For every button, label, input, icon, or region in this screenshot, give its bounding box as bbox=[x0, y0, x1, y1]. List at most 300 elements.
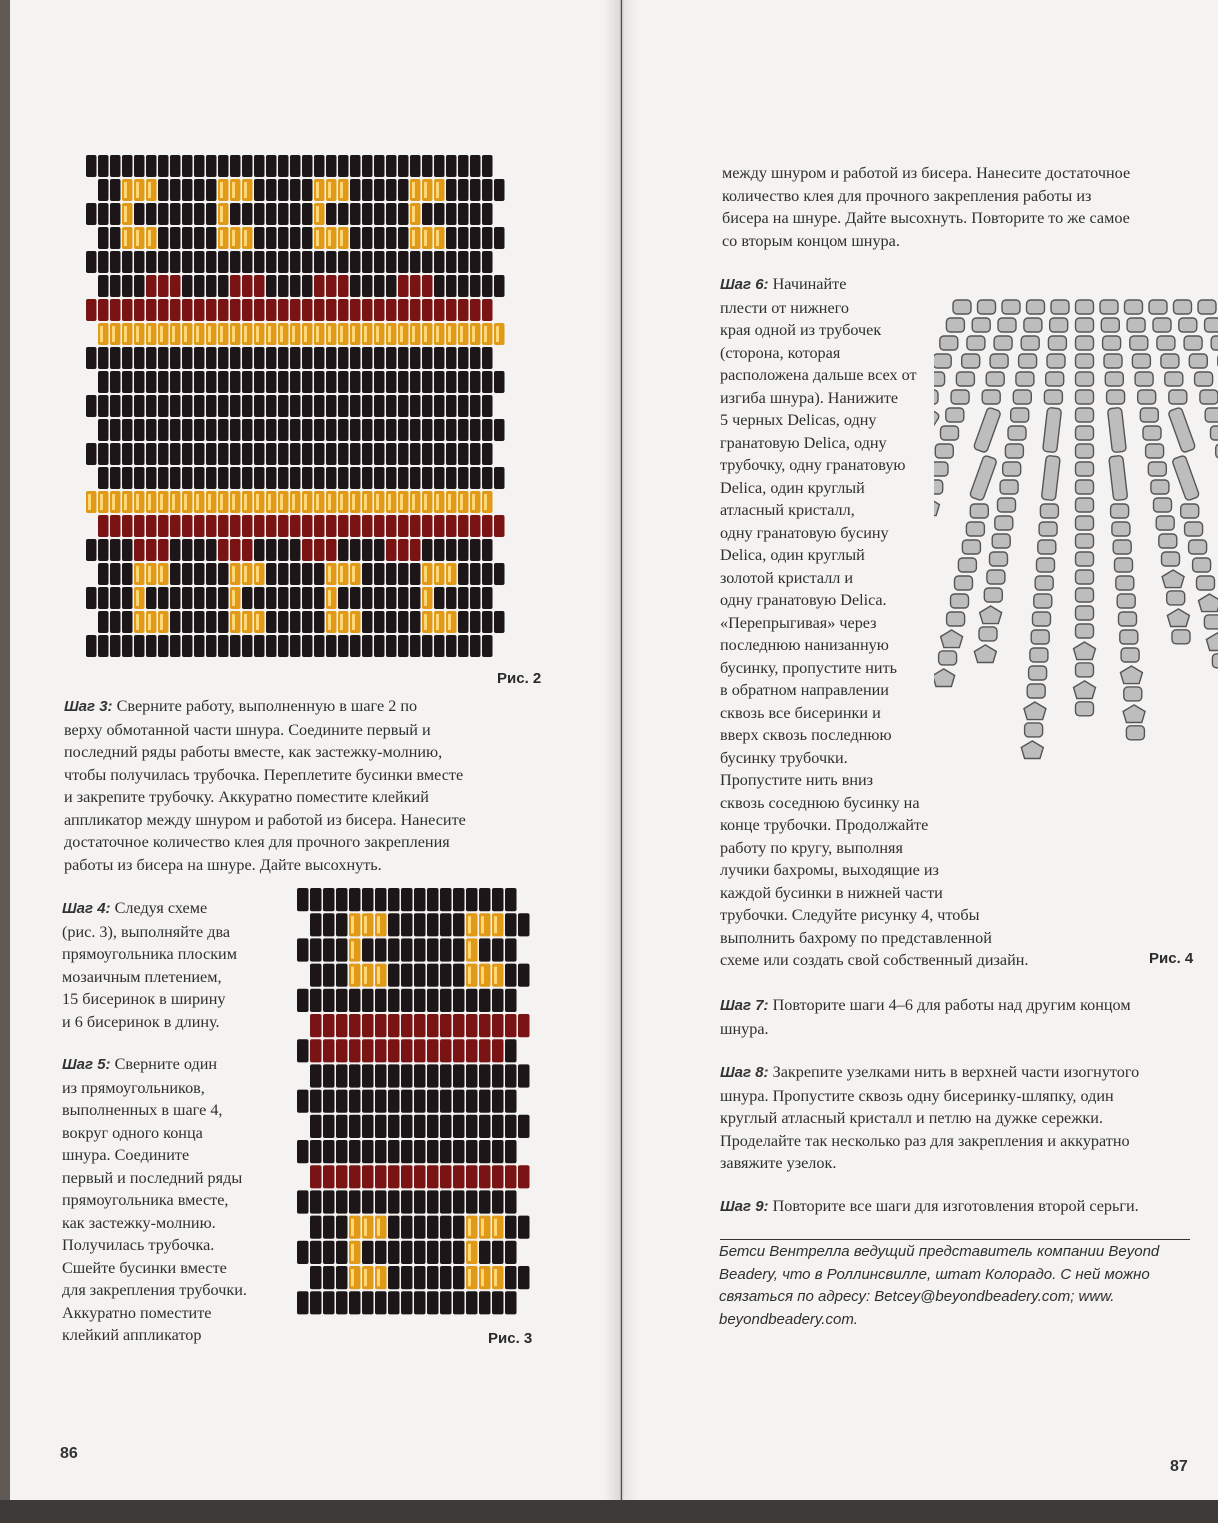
bead bbox=[278, 179, 289, 201]
step-6-line: выполнить бахрому по представленной bbox=[720, 928, 992, 947]
bead bbox=[422, 491, 433, 513]
figure-3-bead-pattern bbox=[297, 888, 537, 1318]
bead bbox=[254, 539, 265, 561]
bead bbox=[314, 227, 325, 249]
bead bbox=[422, 563, 433, 585]
bead bbox=[453, 1291, 465, 1314]
bead bbox=[374, 467, 385, 489]
bead bbox=[266, 587, 277, 609]
bead bbox=[182, 251, 193, 273]
bead bbox=[218, 491, 229, 513]
bead bbox=[310, 1064, 322, 1087]
bead bbox=[206, 563, 217, 585]
bead bbox=[122, 515, 133, 537]
bead bbox=[158, 443, 169, 465]
fringe-bead bbox=[1193, 558, 1211, 572]
step-5-line-1: Шаг 5: Сверните один bbox=[62, 1055, 218, 1073]
bead bbox=[302, 299, 313, 321]
bead bbox=[466, 888, 478, 911]
bead bbox=[482, 227, 493, 249]
step-6-line: бусинку трубочки. bbox=[720, 748, 848, 767]
bead bbox=[440, 938, 452, 961]
bead bbox=[494, 563, 505, 585]
bead bbox=[134, 563, 145, 585]
bead bbox=[374, 275, 385, 297]
bead bbox=[422, 395, 433, 417]
bead bbox=[362, 203, 373, 225]
step-6-line: сквозь все бисеринки и bbox=[720, 703, 881, 722]
bead bbox=[446, 347, 457, 369]
step-4-line: мозаичным плетением, bbox=[62, 967, 222, 986]
bead bbox=[427, 1165, 439, 1188]
bead bbox=[110, 203, 121, 225]
bead bbox=[386, 347, 397, 369]
bead bbox=[422, 611, 433, 633]
bead bbox=[386, 587, 397, 609]
step-4-line: (рис. 3), выполняйте два bbox=[62, 922, 231, 941]
bead bbox=[349, 888, 361, 911]
bead bbox=[410, 227, 421, 249]
fringe-bead bbox=[1105, 372, 1123, 386]
bead bbox=[505, 913, 517, 936]
bead bbox=[453, 1266, 465, 1289]
bead bbox=[206, 347, 217, 369]
bead bbox=[323, 989, 335, 1012]
bead bbox=[375, 1216, 387, 1239]
fringe-bead bbox=[1076, 588, 1094, 602]
bead bbox=[414, 1216, 426, 1239]
bead bbox=[146, 299, 157, 321]
bead bbox=[218, 443, 229, 465]
step-3-line: аппликатор между шнуром и работой из бисера. Нанесите bbox=[64, 810, 466, 829]
bead bbox=[434, 515, 445, 537]
bead bbox=[182, 515, 193, 537]
step-6-label: Шаг 6: bbox=[720, 276, 769, 293]
bead bbox=[218, 347, 229, 369]
bead bbox=[446, 275, 457, 297]
bead bbox=[414, 1039, 426, 1062]
fringe-bead bbox=[1031, 630, 1049, 644]
bead-highlight bbox=[220, 206, 223, 222]
bead bbox=[182, 275, 193, 297]
bead bbox=[338, 515, 349, 537]
bead bbox=[302, 395, 313, 417]
bead bbox=[414, 1241, 426, 1264]
step-7-line: шнура. bbox=[720, 1019, 769, 1038]
bead bbox=[374, 587, 385, 609]
bead bbox=[466, 1140, 478, 1163]
bead bbox=[350, 251, 361, 273]
bead bbox=[146, 323, 157, 345]
bead bbox=[470, 611, 481, 633]
bead bbox=[278, 203, 289, 225]
bead bbox=[398, 155, 409, 177]
bead bbox=[434, 419, 445, 441]
fringe-bead bbox=[990, 354, 1008, 368]
bead bbox=[434, 251, 445, 273]
bead bbox=[290, 179, 301, 201]
fringe-bead bbox=[1127, 318, 1145, 332]
bead bbox=[492, 964, 504, 987]
bead bbox=[266, 491, 277, 513]
bead bbox=[310, 1039, 322, 1062]
credit-line: beyondbeadery.com. bbox=[719, 1310, 858, 1328]
bead bbox=[350, 371, 361, 393]
bead bbox=[375, 1140, 387, 1163]
fringe-bead bbox=[1076, 444, 1094, 458]
fringe-bead bbox=[1154, 498, 1172, 512]
bead bbox=[482, 539, 493, 561]
fringe-bead bbox=[1107, 390, 1125, 404]
bead bbox=[254, 587, 265, 609]
bead bbox=[440, 1115, 452, 1138]
bead-highlight bbox=[328, 326, 331, 342]
bead-highlight bbox=[412, 494, 415, 510]
bead bbox=[505, 1190, 517, 1213]
step-6-line: одну гранатовую бусину bbox=[720, 523, 889, 542]
bead-highlight bbox=[148, 326, 151, 342]
bead-highlight bbox=[412, 230, 415, 246]
bead bbox=[323, 1190, 335, 1213]
bead bbox=[314, 635, 325, 657]
fringe-bead bbox=[1076, 354, 1094, 368]
bead bbox=[453, 1216, 465, 1239]
bead bbox=[302, 323, 313, 345]
bead bbox=[326, 515, 337, 537]
fringe-bead bbox=[935, 444, 953, 458]
bead-highlight bbox=[448, 614, 451, 630]
bead-highlight bbox=[448, 494, 451, 510]
bead bbox=[194, 539, 205, 561]
step-6-line: последнюю нанизанную bbox=[720, 636, 889, 654]
bead bbox=[338, 299, 349, 321]
fringe-bead bbox=[1159, 534, 1177, 548]
bead bbox=[290, 515, 301, 537]
bead-highlight bbox=[124, 326, 127, 342]
bead bbox=[446, 419, 457, 441]
bead bbox=[254, 395, 265, 417]
bead bbox=[434, 275, 445, 297]
fringe-bead bbox=[1143, 426, 1161, 440]
bead-highlight bbox=[376, 494, 379, 510]
bead bbox=[326, 395, 337, 417]
bead bbox=[458, 395, 469, 417]
bead bbox=[146, 635, 157, 657]
fringe-bead bbox=[1195, 372, 1213, 386]
fringe-bead bbox=[1126, 726, 1144, 740]
fringe-bead bbox=[1027, 684, 1045, 698]
fringe-bead bbox=[1076, 480, 1094, 494]
bead bbox=[278, 491, 289, 513]
bead bbox=[314, 515, 325, 537]
bead bbox=[110, 371, 121, 393]
bead bbox=[290, 299, 301, 321]
bead bbox=[170, 635, 181, 657]
bead-highlight bbox=[424, 566, 427, 582]
bead bbox=[170, 179, 181, 201]
bead bbox=[434, 155, 445, 177]
bead bbox=[482, 611, 493, 633]
bead bbox=[326, 155, 337, 177]
fringe-bead bbox=[934, 372, 945, 386]
bead bbox=[422, 203, 433, 225]
bead bbox=[242, 635, 253, 657]
bead bbox=[362, 938, 374, 961]
bead-highlight bbox=[196, 326, 199, 342]
fringe-bead bbox=[1165, 372, 1183, 386]
bead-highlight bbox=[124, 206, 127, 222]
bead bbox=[98, 467, 109, 489]
bead bbox=[453, 1190, 465, 1213]
bead bbox=[410, 419, 421, 441]
bead-highlight bbox=[148, 494, 151, 510]
bead bbox=[122, 179, 133, 201]
bead bbox=[362, 539, 373, 561]
bead bbox=[374, 491, 385, 513]
bead bbox=[310, 1140, 322, 1163]
bead bbox=[278, 635, 289, 657]
bead bbox=[182, 155, 193, 177]
bead bbox=[170, 443, 181, 465]
bead bbox=[134, 467, 145, 489]
bead bbox=[422, 419, 433, 441]
bead bbox=[206, 515, 217, 537]
fringe-bead bbox=[1076, 534, 1094, 548]
bead bbox=[386, 299, 397, 321]
bead bbox=[458, 491, 469, 513]
bead bbox=[122, 539, 133, 561]
bead bbox=[388, 1266, 400, 1289]
bead bbox=[134, 539, 145, 561]
bead bbox=[362, 515, 373, 537]
bead-highlight bbox=[184, 326, 187, 342]
bead bbox=[350, 419, 361, 441]
bead bbox=[206, 467, 217, 489]
bead bbox=[386, 539, 397, 561]
bead bbox=[297, 888, 309, 911]
bead bbox=[362, 1014, 374, 1037]
bead bbox=[349, 1140, 361, 1163]
bead bbox=[314, 179, 325, 201]
bead-highlight bbox=[352, 614, 355, 630]
figure-4-caption: Рис. 4 bbox=[1149, 950, 1194, 967]
figure-2-svg bbox=[86, 155, 518, 660]
bead bbox=[146, 515, 157, 537]
fringe-bead bbox=[1013, 390, 1031, 404]
fringe-bead bbox=[939, 651, 957, 665]
bead bbox=[362, 443, 373, 465]
bead bbox=[326, 539, 337, 561]
bead bbox=[386, 395, 397, 417]
bead bbox=[375, 1064, 387, 1087]
bead bbox=[505, 938, 517, 961]
bead bbox=[458, 419, 469, 441]
fringe-bead bbox=[967, 336, 985, 350]
bead bbox=[110, 419, 121, 441]
fringe-bead bbox=[1184, 336, 1202, 350]
bead-highlight bbox=[88, 494, 91, 510]
bead bbox=[134, 635, 145, 657]
bead bbox=[518, 1115, 530, 1138]
bead bbox=[278, 515, 289, 537]
bead bbox=[349, 1115, 361, 1138]
bead-highlight bbox=[364, 967, 367, 984]
bead bbox=[242, 491, 253, 513]
fringe-bead bbox=[934, 669, 955, 687]
bead bbox=[375, 1241, 387, 1264]
bead bbox=[254, 611, 265, 633]
bead bbox=[414, 888, 426, 911]
bead-highlight bbox=[351, 1219, 354, 1236]
bead bbox=[440, 888, 452, 911]
bead bbox=[427, 913, 439, 936]
bead bbox=[194, 635, 205, 657]
bead bbox=[110, 635, 121, 657]
bead bbox=[338, 395, 349, 417]
bead bbox=[350, 395, 361, 417]
bead bbox=[427, 1090, 439, 1113]
bead bbox=[278, 539, 289, 561]
bead bbox=[206, 443, 217, 465]
bead bbox=[453, 888, 465, 911]
bead bbox=[242, 179, 253, 201]
step-5-line: для закрепления трубочки. bbox=[62, 1281, 247, 1299]
bead bbox=[302, 635, 313, 657]
bead bbox=[297, 938, 309, 961]
bead bbox=[242, 347, 253, 369]
fringe-bead bbox=[1112, 522, 1130, 536]
step-8-line: круглый атласный кристалл и петлю на дужке сережки. bbox=[720, 1109, 1103, 1127]
bead bbox=[518, 1165, 530, 1188]
bead bbox=[505, 1165, 517, 1188]
bead bbox=[206, 371, 217, 393]
step-5-cont-line: между шнуром и работой из бисера. Нанесите достаточное bbox=[722, 164, 1131, 182]
bead-highlight bbox=[352, 566, 355, 582]
figure-4-svg bbox=[934, 292, 1218, 942]
bead bbox=[398, 395, 409, 417]
bead bbox=[401, 1190, 413, 1213]
bead bbox=[482, 371, 493, 393]
bead bbox=[230, 347, 241, 369]
bead bbox=[336, 1190, 348, 1213]
step-6-line: края одной из трубочек bbox=[720, 321, 882, 339]
fringe-bead bbox=[1076, 318, 1094, 332]
bead bbox=[482, 443, 493, 465]
bead bbox=[386, 635, 397, 657]
bead bbox=[362, 989, 374, 1012]
bead bbox=[242, 539, 253, 561]
bead bbox=[302, 515, 313, 537]
bead bbox=[310, 913, 322, 936]
bead bbox=[278, 443, 289, 465]
fringe-bead bbox=[1167, 609, 1189, 627]
bead bbox=[134, 251, 145, 273]
figure-3-caption: Рис. 3 bbox=[488, 1330, 533, 1347]
bead bbox=[158, 179, 169, 201]
bead bbox=[230, 299, 241, 321]
bead bbox=[458, 299, 469, 321]
bead bbox=[242, 443, 253, 465]
bead bbox=[336, 1291, 348, 1314]
bead bbox=[398, 323, 409, 345]
fringe-bead bbox=[1140, 408, 1158, 422]
bead-highlight bbox=[468, 1219, 471, 1236]
bead bbox=[470, 299, 481, 321]
bead bbox=[466, 1014, 478, 1037]
bead bbox=[470, 539, 481, 561]
bead bbox=[338, 251, 349, 273]
bead bbox=[242, 515, 253, 537]
bead bbox=[206, 251, 217, 273]
bead bbox=[398, 491, 409, 513]
bead bbox=[110, 227, 121, 249]
bead-highlight bbox=[196, 494, 199, 510]
bead bbox=[470, 323, 481, 345]
bead bbox=[401, 1090, 413, 1113]
bead bbox=[242, 323, 253, 345]
bead bbox=[314, 371, 325, 393]
bead-highlight bbox=[400, 326, 403, 342]
bead bbox=[278, 371, 289, 393]
bead bbox=[362, 347, 373, 369]
bead bbox=[134, 395, 145, 417]
bead bbox=[158, 491, 169, 513]
bead bbox=[375, 1090, 387, 1113]
step-6-line: изгиба шнура). Нанижите bbox=[720, 388, 899, 407]
bead-highlight bbox=[256, 566, 259, 582]
bead-highlight bbox=[481, 967, 484, 984]
bead bbox=[310, 989, 322, 1012]
bead bbox=[422, 227, 433, 249]
bead bbox=[482, 323, 493, 345]
bead bbox=[182, 227, 193, 249]
bead bbox=[310, 1090, 322, 1113]
bead bbox=[194, 371, 205, 393]
bead-highlight bbox=[232, 494, 235, 510]
bead bbox=[290, 611, 301, 633]
bead-highlight bbox=[340, 494, 343, 510]
fringe-bead bbox=[1111, 504, 1129, 518]
fringe-bead bbox=[1169, 390, 1187, 404]
bead bbox=[122, 491, 133, 513]
bead bbox=[440, 913, 452, 936]
bead bbox=[470, 395, 481, 417]
bead bbox=[158, 227, 169, 249]
bead bbox=[401, 964, 413, 987]
bead-highlight bbox=[256, 494, 259, 510]
bead bbox=[440, 1140, 452, 1163]
bead-highlight bbox=[377, 1219, 380, 1236]
bead bbox=[338, 611, 349, 633]
bead bbox=[401, 1039, 413, 1062]
bead bbox=[458, 563, 469, 585]
bead bbox=[479, 938, 491, 961]
bead-highlight bbox=[232, 230, 235, 246]
bead bbox=[242, 155, 253, 177]
bead bbox=[290, 203, 301, 225]
bead bbox=[434, 563, 445, 585]
bead bbox=[446, 467, 457, 489]
bead-highlight bbox=[160, 326, 163, 342]
bead bbox=[266, 467, 277, 489]
bead bbox=[374, 203, 385, 225]
bead bbox=[122, 347, 133, 369]
bead bbox=[482, 299, 493, 321]
bead bbox=[146, 539, 157, 561]
bead bbox=[194, 275, 205, 297]
step-4-text bbox=[62, 897, 237, 1033]
bead-highlight bbox=[208, 494, 211, 510]
